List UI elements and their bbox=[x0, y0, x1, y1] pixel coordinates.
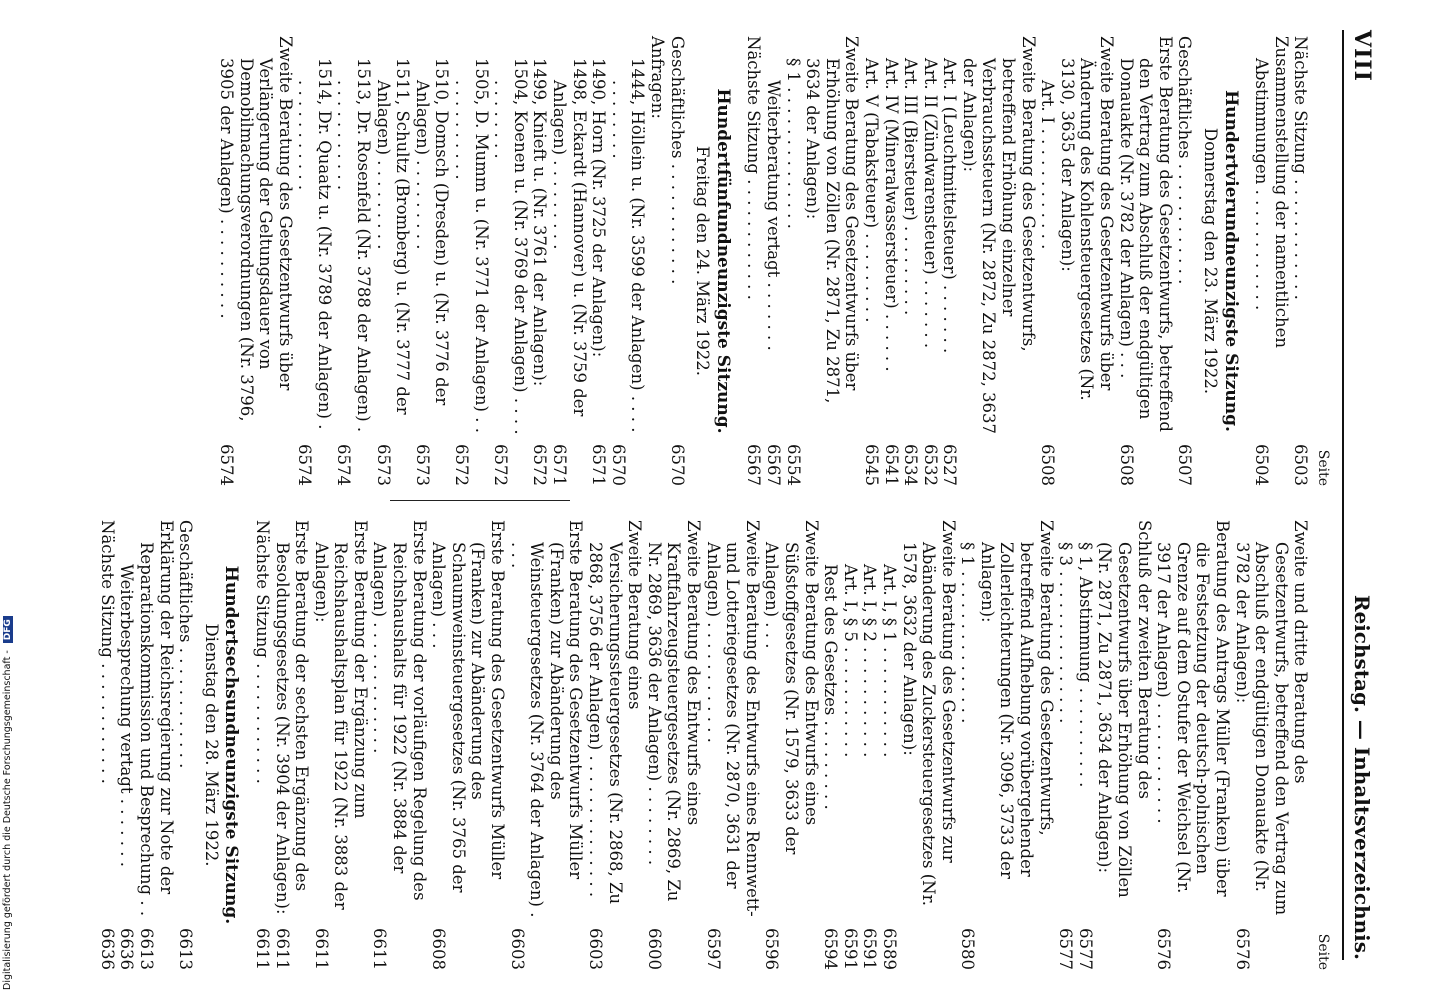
toc-entry-text: Zweite Beratung des Gesetzentwurfs über Änderung des Kohlensteuergesetzes (Nr. 3130, 3635 der Anlagen): bbox=[1057, 36, 1117, 401]
toc-entry-page: 6541 bbox=[881, 444, 901, 486]
toc-entry bbox=[763, 36, 783, 486]
toc-entry-page: 6504 bbox=[1252, 444, 1272, 486]
toc-entry bbox=[803, 36, 862, 486]
toc-entry bbox=[530, 36, 550, 486]
toc-entry-page: 6545 bbox=[861, 444, 881, 486]
column-divider bbox=[390, 500, 570, 501]
toc-entry bbox=[252, 520, 272, 970]
toc-entry bbox=[176, 520, 196, 970]
toc-entry-page: 6603 bbox=[507, 928, 527, 970]
credit-text: Digitalisierung gefördert durch die Deutsche Forschungsgemeinschaft - bbox=[2, 650, 13, 990]
toc-entry bbox=[783, 36, 803, 486]
toc-entry-page: 6591 bbox=[860, 928, 880, 970]
toc-entry bbox=[370, 520, 429, 970]
toc-entry bbox=[136, 520, 175, 970]
toc-entry bbox=[977, 520, 1055, 970]
toc-entry-page: 6572 bbox=[452, 444, 472, 486]
toc-entry-page: 6597 bbox=[703, 928, 723, 970]
toc-entry bbox=[216, 36, 294, 486]
toc-entry-page: 6570 bbox=[667, 444, 687, 486]
toc-entry-text: Art. I . . . . . . . . . . . . bbox=[1038, 80, 1058, 250]
toc-entry bbox=[1291, 36, 1311, 486]
toc-entry-page: 6573 bbox=[373, 444, 393, 486]
toc-entry-text: 1510, Domsch (Dresden) u. (Nr. 3776 der Anlagen) . . . . . . . . . bbox=[412, 58, 452, 406]
toc-entry bbox=[744, 36, 764, 486]
toc-entry bbox=[295, 36, 334, 486]
toc-entry bbox=[373, 36, 412, 486]
toc-entry-text: § 3 . . . . . . . . . . . . . . . bbox=[1056, 542, 1076, 724]
left-column bbox=[216, 36, 1332, 486]
toc-entry bbox=[272, 520, 311, 970]
toc-entry bbox=[549, 36, 588, 486]
toc-entry bbox=[1232, 520, 1310, 970]
session-date: Donnerstag den 23. März 1922. bbox=[1201, 127, 1221, 395]
toc-entry bbox=[959, 36, 1037, 486]
toc-entry-page: 6554 bbox=[783, 444, 803, 486]
toc-entry-text: Erklärung der Reichsregierung zur Note der Reparationskommission und Besprechung . . bbox=[136, 520, 176, 917]
toc-entry-page: 6611 bbox=[311, 928, 331, 970]
toc-entry bbox=[429, 520, 507, 970]
toc-entry-page: 6596 bbox=[762, 928, 782, 970]
toc-entry-page: 6613 bbox=[176, 928, 196, 970]
toc-entry-page: 6572 bbox=[530, 444, 550, 486]
toc-entry bbox=[644, 520, 703, 970]
toc-entry-text: 1444, Höllein u. (Nr. 3599 der Anlagen) . . . . . . . . . . . . bbox=[608, 58, 648, 433]
toc-entry-text: Rest des Gesetzes . . . . . . . . . bbox=[821, 564, 841, 810]
toc-entry-text: Zweite und dritte Beratung des Gesetzentwurfs, betreffend den Vertrag zum Abschluß der endgültigen Donauakte (Nr. 3782 der Anlagen): bbox=[1232, 520, 1311, 916]
toc-entry-text: Nächste Sitzung . . . . . . . . . . . . bbox=[1291, 36, 1311, 300]
toc-entry-page: 6508 bbox=[1116, 444, 1136, 486]
toc-entry-page: 6573 bbox=[412, 444, 432, 486]
toc-entry bbox=[1095, 520, 1154, 970]
toc-entry bbox=[667, 36, 687, 486]
toc-entry-text: Zweite Beratung des Gesetzentwurfs, betreffend Aufhebung vorübergehender Zollerleichterungen (Nr. 3096, 3733 der Anlagen): bbox=[977, 520, 1056, 879]
toc-entry bbox=[762, 520, 821, 970]
toc-entry-page: 6611 bbox=[370, 928, 390, 970]
toc-entry-page: 6574 bbox=[216, 444, 236, 486]
toc-entry-page: 6576 bbox=[1232, 928, 1252, 970]
toc-entry bbox=[412, 36, 451, 486]
toc-entry-text: 1511, Schultz (Bromberg) u. (Nr. 3777 der Anlagen) . . . . . . . . . bbox=[373, 58, 413, 415]
toc-entry bbox=[1057, 36, 1116, 486]
toc-entry-text: Schluß der zweiten Beratung des Gesetzentwurfs über Erhöhung von Zöllen (Nr. 2871, Zu 2871, 3634 der Anlagen): bbox=[1095, 520, 1154, 898]
toc-entry-text: 1504, Koenen u. (Nr. 3769 der Anlagen) . . . . . . . . . . . . bbox=[491, 58, 530, 435]
toc-entry-page: 6527 bbox=[940, 444, 960, 486]
toc-entry-text: Geschäftliches . . . . . . . . . . . . bbox=[667, 36, 687, 285]
toc-entry-text: Art. I, § 1 . . . . . . . . . . . bbox=[879, 564, 899, 758]
toc-entry bbox=[840, 520, 860, 970]
toc-entry bbox=[1075, 520, 1095, 970]
toc-entry-text: Zweite Beratung des Gesetzentwurfs zur Abänderung des Zuckersteuergesetzes (Nr. 1578, 3632 der Anlagen): bbox=[899, 520, 958, 906]
toc-entry-text: 1499, Knieft u. (Nr. 3761 der Anlagen): bbox=[530, 58, 550, 387]
toc-entry bbox=[1252, 36, 1291, 486]
toc-entry-text: § 1 . . . . . . . . . . . . . . bbox=[783, 58, 803, 229]
session-title: Hundertfünfundneunzigste Sitzung. bbox=[712, 88, 733, 434]
toc-entry-text: Geschäftliches . . . . . . . . . . . . bbox=[176, 520, 196, 769]
toc-entry-page: 6574 bbox=[334, 444, 354, 486]
toc-entry-page: 6636 bbox=[117, 928, 137, 970]
page-number: VIII bbox=[1349, 30, 1375, 82]
toc-entry bbox=[608, 36, 647, 486]
toc-entry-page: 6611 bbox=[272, 928, 292, 970]
toc-entry-page: 6577 bbox=[1056, 928, 1076, 970]
toc-entry bbox=[1175, 36, 1195, 486]
toc-entry bbox=[940, 36, 960, 486]
toc-entry bbox=[334, 36, 373, 486]
left-toc-list bbox=[216, 36, 1310, 486]
toc-entry-text: § 1, Abstimmung . . . . . . . . . . bbox=[1075, 542, 1095, 788]
toc-entry bbox=[585, 520, 644, 970]
toc-entry bbox=[703, 520, 762, 970]
toc-entry-text: Zweite Beratung des Gesetzentwurfs über Erhöhung von Zöllen (Nr. 2871, Zu 2871, 3634 der Anlagen): bbox=[803, 36, 862, 404]
seite-label-right: Seite bbox=[1315, 933, 1331, 970]
toc-entry-page: 6594 bbox=[821, 928, 841, 970]
toc-entry-text: 1514, Dr. Quaatz u. (Nr. 3789 der Anlagen) . . . . . . . . . . . . bbox=[295, 58, 334, 430]
toc-entry-page: 6613 bbox=[136, 928, 156, 970]
toc-entry-page: 6534 bbox=[901, 444, 921, 486]
toc-entry bbox=[117, 520, 137, 970]
toc-entry-page: 6567 bbox=[763, 444, 783, 486]
toc-entry-text: Weiterberatung vertagt . . . . . . . bbox=[763, 80, 783, 351]
toc-entry-page: 6571 bbox=[550, 444, 570, 486]
dfg-logo: DFG bbox=[3, 616, 13, 643]
toc-entry-text: 1498, Eckardt (Hannover) u. (Nr. 3759 der Anlagen) . . . . . . . . . bbox=[550, 58, 589, 417]
toc-entry-text: § 1 . . . . . . . . . . . . . . . bbox=[958, 542, 978, 724]
toc-entry bbox=[899, 520, 958, 970]
toc-entry-page: 6589 bbox=[879, 928, 899, 970]
toc-entry bbox=[879, 520, 899, 970]
toc-entry-text: Art. I, § 2 . . . . . . . . . . . bbox=[860, 564, 880, 758]
toc-entry bbox=[821, 520, 841, 970]
toc-entry-text: Zweite Beratung des Gesetzentwurfs über Verlängerung der Geltungsdauer von Demobilmachungsverordnungen (Nr. 3796, 3905 der Anlagen) . . . . . . . . . . bbox=[216, 36, 295, 422]
toc-entry-text: Erste Beratung der sechsten Ergänzung des Besoldungsgesetzes (Nr. 3904 der Anlagen): bbox=[272, 520, 312, 915]
toc-entry-page: 6577 bbox=[1075, 928, 1095, 970]
right-column bbox=[97, 520, 1332, 970]
toc-entry-text: 1513, Dr. Rosenfeld (Nr. 3788 der Anlagen) . . . . . . . . . . . . bbox=[334, 58, 374, 433]
toc-entry bbox=[451, 36, 490, 486]
page-title: Reichstag. — Inhaltsverzeichnis. bbox=[1350, 594, 1374, 960]
toc-entry-page: 6580 bbox=[958, 928, 978, 970]
toc-entry bbox=[589, 36, 609, 486]
toc-entry-text: Weiterbesprechung vertagt . . . . . . . bbox=[117, 564, 137, 867]
toc-entry-text: Art. I (Leuchtmittelsteuer) . . . . . . . bbox=[940, 58, 960, 354]
toc-entry-text: 1505, D. Mumm u. (Nr. 3771 der Anlagen) . . . . . . . . . . . . bbox=[452, 58, 491, 433]
toc-entry-page: 6591 bbox=[840, 928, 860, 970]
toc-entry-page: 6600 bbox=[644, 928, 664, 970]
toc-entry bbox=[1038, 36, 1058, 486]
session-title: Hundertvierundneunzigste Sitzung. bbox=[1220, 90, 1241, 432]
toc-entry bbox=[1056, 520, 1076, 970]
session-date: Freitag den 24. März 1922. bbox=[693, 145, 713, 377]
toc-entry-page: 6532 bbox=[920, 444, 940, 486]
toc-entry-text: Zweite Beratung eines Versicherungssteuergesetzes (Nr. 2868, Zu 2868, 3756 der Anlagen) . . . . . . . . . . . . . . bbox=[586, 520, 645, 905]
toc-entry-page: 6608 bbox=[429, 928, 449, 970]
toc-entry bbox=[491, 36, 530, 486]
session-date: Dienstag den 28. März 1922. bbox=[201, 623, 221, 867]
toc-entry-page: 6611 bbox=[252, 928, 272, 970]
toc-entry bbox=[920, 36, 940, 486]
toc-entry-text: Zusammenstellung der namentlichen Abstimmungen . . . . . . . . . . . . bbox=[1252, 36, 1291, 348]
seite-label-left: Seite bbox=[1315, 449, 1331, 486]
toc-entry-text: Zweite Beratung des Entwurfs eines Rennwett- und Lotteriegesetzes (Nr. 2870, 3631 der Anlagen) . . . . . . . . . . . . bbox=[703, 520, 762, 917]
toc-entry bbox=[1154, 520, 1232, 970]
toc-entry-text: Art. IV (Mineralwassersteuer) . . . . . . bbox=[881, 58, 901, 372]
toc-entry bbox=[97, 520, 117, 970]
toc-entry-page: 6503 bbox=[1291, 444, 1311, 486]
toc-entry bbox=[311, 520, 370, 970]
toc-entry-text: Erste Beratung des Gesetzentwurfs Müller (Franken) zur Abänderung des Weinsteuergesetzes (Nr. 3764 der Anlagen) . . . . bbox=[507, 520, 586, 918]
toc-entry-text: Beratung des Antrags Müller (Franken) über die Festsetzung der deutsch-polnischen Grenze auf dem Ostufer der Weichsel (Nr. 3917 der Anlagen) . . . . . . . . . . . . bbox=[1154, 520, 1233, 897]
toc-entry bbox=[1116, 36, 1175, 486]
toc-entry-text: Anfragen: bbox=[648, 36, 667, 119]
toc-entry-page: 6576 bbox=[1154, 928, 1174, 970]
toc-entry-text: Art. III (Biersteuer) . . . . . . . . . bbox=[901, 58, 921, 316]
page-header bbox=[1342, 30, 1380, 960]
toc-entry-text: Erste Beratung der Ergänzung zum Reichshaushaltsplan für 1922 (Nr. 3883 der Anlagen): bbox=[311, 520, 370, 910]
toc-entry-text: Erste Beratung der vorläufigen Regelung des Reichshaushalts für 1922 (Nr. 3884 der Anlagen) . . . . . . . . . . . . . bbox=[370, 520, 429, 901]
toc-entry bbox=[861, 36, 881, 486]
toc-entry bbox=[860, 520, 880, 970]
toc-entry-page: 6574 bbox=[295, 444, 315, 486]
toc-entry-page: 6572 bbox=[491, 444, 511, 486]
toc-entry bbox=[881, 36, 901, 486]
toc-entry-page: 6570 bbox=[608, 444, 628, 486]
toc-entry-page: 6636 bbox=[97, 928, 117, 970]
toc-entry-text: Erste Beratung des Gesetzentwurfs, betreffend den Vertrag zum Abschluß der endgültigen Donauakte (Nr. 3782 der Anlagen) . . . bbox=[1116, 36, 1175, 432]
toc-entry-text: Nächste Sitzung . . . . . . . . . . . . bbox=[744, 36, 764, 300]
toc-entry bbox=[507, 520, 585, 970]
session-title: Hundertsechsundneunzigste Sitzung. bbox=[221, 565, 242, 925]
toc-entry-page: 6567 bbox=[744, 444, 764, 486]
toc-entry-text: Geschäftliches . . . . . . . . . . . . bbox=[1175, 36, 1195, 285]
toc-entry-page: 6507 bbox=[1175, 444, 1195, 486]
toc-entry bbox=[901, 36, 921, 486]
toc-entry-page: 6571 bbox=[589, 444, 609, 486]
toc-entry bbox=[958, 520, 978, 970]
toc-entry-text: Zweite Beratung des Entwurfs eines Kraftfahrzeugsteuergesetzes (Nr. 2869, Zu Nr. 2869, 3636 der Anlagen) . . . . . . . . bbox=[644, 520, 703, 902]
toc-entry-text: Zweite Beratung des Gesetzentwurfs, betreffend Erhöhung einzelner Verbrauchssteuern (Nr. 2872, Zu 2872, 3637 der Anlagen): bbox=[959, 36, 1038, 435]
toc-entry-page: 6508 bbox=[1038, 444, 1058, 486]
toc-entry-page: 6603 bbox=[586, 928, 606, 970]
toc-entry-text: Art. II (Zündwarensteuer) . . . . . . . bbox=[920, 58, 940, 349]
toc-entry-text: 1490, Horn (Nr. 3725 der Anlagen): bbox=[589, 58, 609, 358]
toc-entry-text: Art. V (Tabaksteuer) . . . . . . . . . bbox=[861, 58, 881, 323]
right-toc-list bbox=[97, 520, 1310, 970]
toc-entry bbox=[647, 36, 667, 486]
toc-entry-text: Nächste Sitzung . . . . . . . . . . . . bbox=[252, 520, 272, 784]
toc-entry-text: Erste Beratung des Gesetzentwurfs Müller (Franken) zur Abänderung des Schaumweinsteuergesetzes (Nr. 3765 der Anlagen) . . . bbox=[429, 520, 508, 893]
digitization-credit bbox=[2, 600, 16, 990]
toc-entry-text: Zweite Beratung des Entwurfs eines Süßstoffgesetzes (Nr. 1579, 3633 der Anlagen) . . . bbox=[762, 520, 821, 855]
toc-entry-text: Art. I, § 5 . . . . . . . . . . . bbox=[840, 564, 860, 758]
toc-entry-text: Nächste Sitzung . . . . . . . . . . . . bbox=[97, 520, 117, 784]
